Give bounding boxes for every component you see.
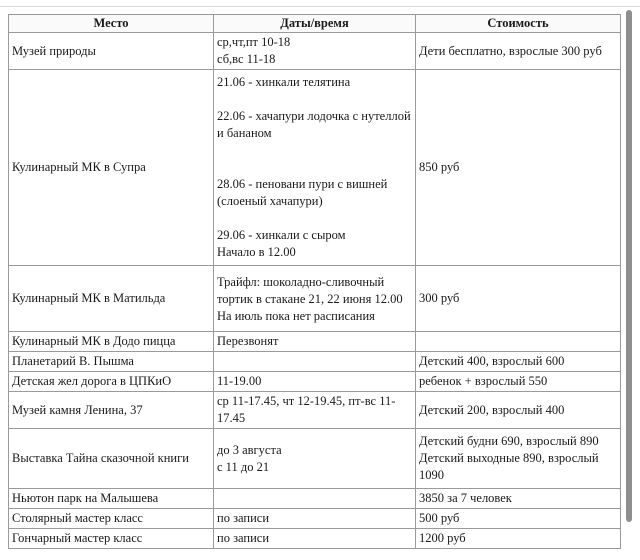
dates-cell: Перезвонят [214, 332, 416, 352]
table-row [9, 392, 621, 429]
spacer [217, 142, 412, 176]
price-cell: 300 руб [416, 266, 621, 332]
price-cell: 500 руб [416, 509, 621, 529]
dates-line: с 11 до 21 [217, 459, 270, 474]
price-cell: 3850 за 7 человек [416, 489, 621, 509]
dates-cell: по записи [214, 509, 416, 529]
schedule-table [8, 14, 621, 549]
price-cell [416, 429, 621, 489]
dates-cell: ср 11-17.45, чт 12-19.45, пт-вс 11-17.45 [214, 392, 416, 429]
table-row [9, 352, 621, 372]
price-cell: 850 руб [416, 70, 621, 266]
top-divider [0, 6, 640, 7]
place-cell: Ньютон парк на Малышева [9, 489, 214, 509]
table-row [9, 372, 621, 392]
price-cell: Детский 200, взрослый 400 [416, 392, 621, 429]
table-row [9, 489, 621, 509]
header-dates: Даты/время [214, 15, 416, 33]
place-cell: Гончарный мастер класс [9, 529, 214, 549]
price-cell: ребенок + взрослый 550 [416, 372, 621, 392]
price-line: Детский выходные 890, взрослый 1090 [419, 451, 599, 482]
dates-line: 28.06 - пеновани пури с вишней (слоеный хачапури) [217, 177, 388, 208]
header-place: Место [9, 15, 214, 33]
spacer [217, 91, 412, 108]
dates-line: до 3 августа [217, 442, 282, 457]
dates-cell: 11-19.00 [214, 372, 416, 392]
dates-line: Начало в 12.00 [217, 245, 296, 259]
dates-cell: по записи [214, 529, 416, 549]
dates-cell [214, 70, 416, 266]
spacer [217, 210, 412, 227]
table-header-row [9, 15, 621, 33]
dates-line: 29.06 - хинкали с сыром [217, 228, 346, 242]
place-cell: Кулинарный МК в Супра [9, 70, 214, 266]
place-cell: Столярный мастер класс [9, 509, 214, 529]
dates-line: сб,вс 11-18 [217, 52, 276, 66]
dates-cell [214, 429, 416, 489]
place-cell: Детская жел дорога в ЦПКиО [9, 372, 214, 392]
dates-line: 21.06 - хинкали телятина [217, 75, 351, 89]
table-row [9, 429, 621, 489]
header-price: Стоимость [416, 15, 621, 33]
price-line: Детский будни 690, взрослый 890 [419, 434, 599, 448]
price-cell: Детский 400, взрослый 600 [416, 352, 621, 372]
place-cell: Выставка Тайна сказочной книги [9, 429, 214, 489]
table-row [9, 509, 621, 529]
place-cell: Планетарий В. Пышма [9, 352, 214, 372]
place-cell: Кулинарный МК в Матильда [9, 266, 214, 332]
table-row [9, 33, 621, 70]
dates-cell [214, 266, 416, 332]
vertical-scrollbar[interactable] [626, 10, 632, 522]
price-cell: 1200 руб [416, 529, 621, 549]
price-cell [416, 332, 621, 352]
dates-cell [214, 352, 416, 372]
table-row [9, 332, 621, 352]
dates-cell [214, 33, 416, 70]
table-row [9, 266, 621, 332]
place-cell: Кулинарный МК в Додо пицца [9, 332, 214, 352]
place-cell: Музей природы [9, 33, 214, 70]
price-cell: Дети бесплатно, взрослые 300 руб [416, 33, 621, 70]
dates-line: ср,чт,пт 10-18 [217, 35, 291, 49]
dates-line: 22.06 - хачапури лодочка с нутеллой и бананом [217, 109, 411, 140]
place-cell: Музей камня Ленина, 37 [9, 392, 214, 429]
table-row [9, 70, 621, 266]
dates-line: На июль пока нет расписания [217, 309, 375, 323]
dates-line: Трайфл: шоколадно-сливочный тортик в стакане 21, 22 июня 12.00 [217, 275, 403, 306]
dates-cell [214, 489, 416, 509]
table-row [9, 529, 621, 549]
